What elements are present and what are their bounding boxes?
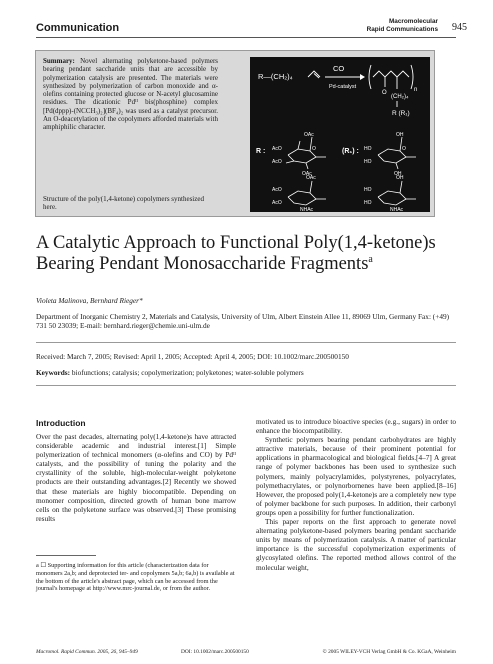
title-footnote-mark: a: [368, 253, 373, 265]
pendant-chain: (CH₂)₄: [391, 94, 409, 100]
intro-paragraph-1: Over the past decades, alternating poly(1,4-ketone)s have attracted considerable academic and industrial interest.[1] Simple polymerization of technical monomers (α-olefins and CO) by Pdᴵᴵ catalysts, and the possibility of tuning the polarity and the crystallinity of the soluble, high-molecular-weight polyketone products are their outstanding advantages.[2] Recently we showed that these materials are highly biocompatible. Depending on monomer composition, directed growth of human bone marrow cells on the polyketone surface was observed.[3] These promising results: [36, 432, 236, 523]
section-label: Communication: [36, 22, 120, 34]
intro-paragraph-4: This paper reports on the first approach to generate novel alternating polyketone-based polymers bearing pendant saccharide units by means of polymerization catalysis. A matter of particular importance is the successful copolymerization experiments of glycosylated olefins. The reported method allows control of the molecular weight,: [256, 517, 456, 572]
footnote: a ☐ Supporting information for this article (characterization data for monomers 2a,b; and deprotected ter- and copolymers 5a,b; 6a,b) is available at the bottom of the article's abstract page, which can be accessed from the journal's homepage at http://www.mrc-journal.de, or from the author.: [36, 562, 235, 593]
intro-paragraph-3: Synthetic polymers bearing pendant carbohydrates are highly attractive materials, because of their prominent potential for applications in pharmacological and biological fields.[4–7] A great range of polymer backbones has been used to synthesize such polymers, mainly polyacrylamides, polystyrenes, polyacrylates, polymethacrylates, or polynorbornenes have been applied.[8–16] However, the proposed poly(1,4-ketone)s are a completely new type of polymer backbone for such purposes. In addition, their carbonyl groups open a possibility for further functionalization.: [256, 435, 456, 517]
abstract-summary: [43, 57, 218, 132]
reaction-scheme-graphic: [250, 57, 430, 212]
graphic-caption: Structure of the poly(1,4-ketone) copolymers synthesized here.: [43, 195, 204, 212]
article-title-text: A Catalytic Approach to Functional Poly(1,4-ketone)s Bearing Pendant Monosaccharide Fragments: [36, 233, 436, 274]
summary-label: Summary:: [43, 57, 75, 65]
r3-nhac: NHAc: [390, 207, 404, 212]
repeat-bracket-left: [369, 65, 371, 89]
r2-nhac: NHAc: [300, 207, 314, 212]
r-aco-1: AcO: [272, 146, 282, 152]
glucosamine-structure: [378, 181, 416, 205]
r-oac-top: OAc: [304, 132, 314, 138]
meta-rule-bottom: [36, 385, 456, 386]
scheme-catalyst: Pd-catalyst: [329, 84, 357, 90]
section-heading-introduction: Introduction: [36, 418, 86, 428]
glucose-structure: [378, 137, 416, 169]
article-title: [36, 233, 456, 275]
scheme-co: CO: [333, 64, 345, 73]
affiliation: Department of Inorganic Chemistry 2, Materials and Catalysis, University of Ulm, Albert Einstein Allee 11, 89069 Ulm, Germany Fax: (+49) 731 50 23039; E-mail: bernhard.rieger@chemie.uni-ulm.de: [36, 312, 450, 330]
meta-rule-top: [36, 342, 456, 343]
footnote-rule: [36, 555, 96, 556]
r2-aco-2: AcO: [272, 200, 282, 206]
keywords: [36, 368, 304, 377]
r-group: R (R₁): [392, 110, 410, 117]
footer-doi: DOI: 10.1002/marc.200500150: [181, 649, 249, 655]
r1-oh-top: OH: [396, 132, 404, 138]
page-number: 945: [452, 22, 467, 33]
intro-paragraph-2: motivated us to introduce bioactive species (e.g., sugars) in order to enhance the biocompatibility.: [256, 417, 456, 436]
r-aco-2: AcO: [272, 159, 282, 165]
r3-oh-top: OH: [396, 175, 404, 181]
r1-oh-bottom: OH: [394, 171, 402, 177]
reaction-arrowhead: [360, 74, 365, 80]
footer-copyright: © 2005 WILEY-VCH Verlag GmbH & Co. KGaA, Weinheim: [322, 649, 456, 655]
acetyl-glucose-structure: [286, 137, 326, 169]
r1-ho-2: HO: [364, 159, 372, 165]
polymer-backbone: [373, 71, 409, 77]
footer-citation: Macromol. Rapid Commun. 2005, 26, 945–949: [36, 649, 138, 655]
body-column-right: [256, 417, 456, 572]
scheme-monomer: R—(CH₂)₄: [258, 72, 293, 81]
r3-ho-1: HO: [364, 187, 372, 193]
r1-ring-o: O: [402, 146, 406, 152]
r-label: R :: [256, 148, 266, 155]
acetyl-glucosamine-structure: [288, 181, 326, 205]
repeat-subscript: n: [414, 87, 418, 93]
header-rule: [36, 37, 456, 38]
r-ring-o: O: [312, 146, 316, 152]
keywords-text: biofunctions; catalysis; copolymerization; polyketones; water-soluble polymers: [71, 368, 304, 377]
keywords-label: Keywords:: [36, 368, 71, 377]
summary-text: Novel alternating polyketone-based polymers bearing pendant saccharide units that are accessible by polymerization catalysis are presented. The materials were synthesized by polymerization of carbon monoxide and α-olefins containing protected glucose or N-acetyl glucosamine residues. The dicationic Pdᴵᴵ bis(phosphine) complex [Pd(dppp)-(NCCH₃)₂](BF₄)₂ was used as a catalyst precursor. An O-deacetylation of the copolymers afforded materials with amphiphilic character.: [43, 57, 219, 132]
carbonyl-o: O: [382, 90, 387, 96]
journal-name-line1: Macromolecular: [388, 18, 438, 25]
r2-aco-1: AcO: [272, 187, 282, 193]
authors: Violeta Malinova, Bernhard Rieger*: [36, 296, 143, 305]
r1-label: (R₁) :: [342, 148, 359, 155]
journal-name: [360, 18, 438, 33]
r1-ho-1: HO: [364, 146, 372, 152]
r3-ho-2: HO: [364, 200, 372, 206]
body-column-left: [36, 432, 236, 523]
received-dates: Received: March 7, 2005; Revised: April 1, 2005; Accepted: April 4, 2005; DOI: 10.1002/marc.200500150: [36, 352, 349, 361]
journal-name-line2: Rapid Communications: [366, 25, 438, 33]
repeat-bracket-right: [411, 65, 413, 89]
r-oac-bottom: OAc: [302, 171, 312, 177]
r2-oac-top: OAc: [306, 175, 316, 181]
